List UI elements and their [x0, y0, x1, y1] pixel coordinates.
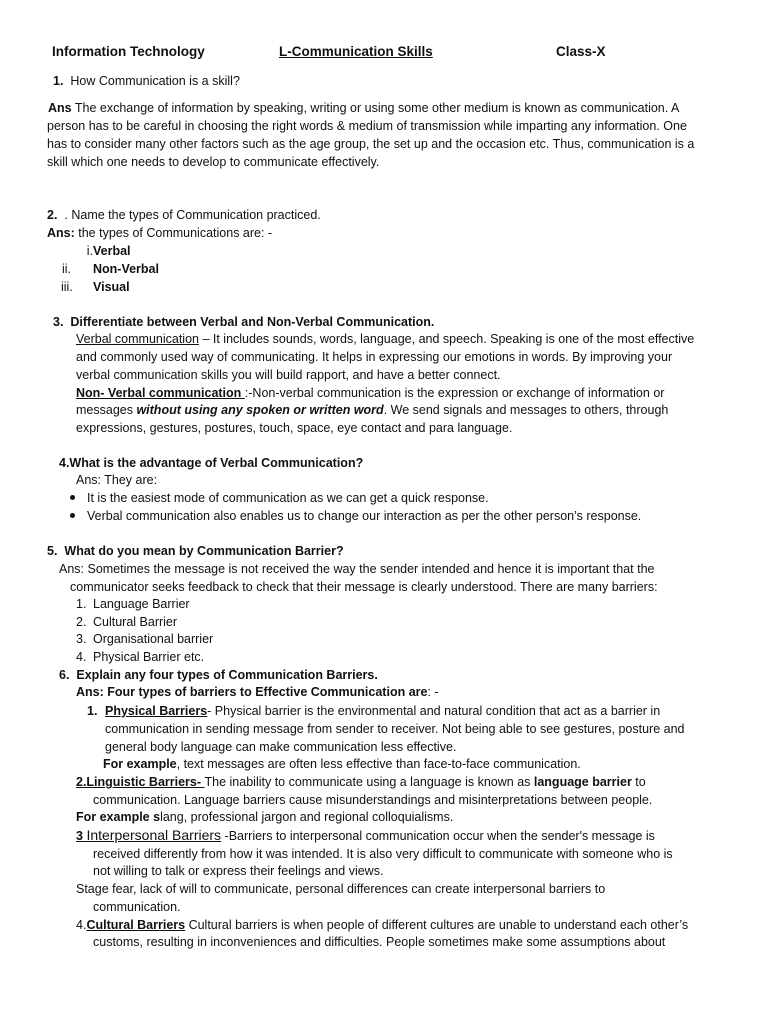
verbal-definition-line-3: verbal communication skills you will build rapport, and have a better connect.	[76, 368, 501, 382]
physical-barriers-term: Physical Barriers	[105, 704, 208, 718]
bullet-text: Verbal communication also enables us to change our interaction as per the other person’s response.	[87, 509, 642, 523]
list-number: 1.	[76, 597, 87, 611]
interpersonal-barrier-extra-1: Stage fear, lack of will to communicate, personal differences can create interpersonal barriers to	[76, 882, 606, 896]
question-2	[47, 206, 321, 224]
nonverbal-term: Non- Verbal communication	[76, 386, 245, 400]
list-number: 1.	[87, 704, 98, 718]
interpersonal-barrier-extra-2: communication.	[93, 900, 181, 914]
subject-heading: Information Technology	[52, 44, 205, 59]
definition-text: . We send signals and messages to others, through	[383, 403, 669, 417]
answer-text: The exchange of information by speaking, writing or using some other medium is known as communication. A	[71, 101, 680, 115]
interpersonal-barriers-term: Interpersonal Barriers	[86, 827, 222, 843]
list-item-text: Non-Verbal	[93, 262, 159, 276]
linguistic-barrier-example	[76, 808, 453, 826]
interpersonal-barrier-line-1	[76, 826, 655, 845]
question-text: How Communication is a skill?	[70, 74, 240, 88]
list-item-text: Visual	[93, 280, 130, 294]
ans-label: Ans	[48, 101, 72, 115]
bullet-text: It is the easiest mode of communication as we can get a quick response.	[87, 491, 489, 505]
definition-text: The inability to communicate using a language is known as	[204, 775, 534, 789]
answer-text-tail: : -	[427, 685, 439, 699]
definition-text: – It includes sounds, words, language, and speech. Speaking is one of the most effective	[198, 332, 695, 346]
bullet-item	[87, 507, 641, 525]
definition-text: :-Non-verbal communication is the expression or exchange of information or	[244, 386, 665, 400]
question-4: 4.What is the advantage of Verbal Communication?	[59, 456, 364, 470]
linguistic-barrier-line-1	[76, 773, 646, 791]
physical-barrier-line-1	[105, 702, 660, 720]
answer-5-line-2: communicator seeks feedback to check that their message is clearly understood. There are many barriers:	[70, 580, 658, 594]
list-number: 3.	[76, 632, 87, 646]
page-title: L-Communication Skills	[279, 44, 433, 59]
example-label: For example s	[76, 810, 161, 824]
physical-barrier-line-2: communication in sending message from sender to receiver. Not being able to see gestures, posture and	[105, 722, 685, 736]
verbal-definition-line-2: and commonly used way of communicating. It helps in expressing our emotions in words. By improving your	[76, 350, 673, 364]
definition-text: Cultural barriers is when people of different cultures are unable to understand each other’s	[185, 918, 689, 932]
physical-barrier-line-3: general body language can make communication less effective.	[105, 740, 457, 754]
list-number: i.	[86, 244, 93, 258]
list-item-text: Physical Barrier etc.	[93, 650, 205, 664]
list-number: 2.	[76, 615, 87, 629]
answer-1-line-1	[48, 99, 679, 117]
cultural-barrier-line-2: customs, resulting in inconveniences and difficulties. People sometimes make some assumptions about	[93, 935, 666, 949]
answer-6-intro	[76, 683, 439, 701]
interpersonal-barrier-line-2: received differently from how it was intended. It is also very difficult to communicate with someone who is	[93, 847, 673, 861]
class-label: Class-X	[556, 44, 606, 59]
definition-text: to	[631, 775, 646, 789]
list-item-text: Cultural Barrier	[93, 615, 178, 629]
answer-1-line-3: has to consider many other factors such as the age group, the set up and the occasion etc. Thus, communication is a	[47, 137, 695, 151]
emphasis-text: without using any spoken or written word	[136, 403, 384, 417]
example-text: , text messages are often less effective than face-to-face communication.	[176, 757, 581, 771]
definition-text: -Barriers to interpersonal communication occur when the sender's message is	[221, 829, 655, 843]
question-number: 3.	[53, 315, 64, 329]
question-6	[59, 666, 378, 684]
list-number: iii.	[61, 280, 73, 294]
answer-text: Ans: Four types of barriers to Effective Communication are	[76, 685, 428, 699]
answer-1-line-4: skill which one needs to develop to communicate effectively.	[47, 155, 380, 169]
definition-text: messages	[76, 403, 137, 417]
list-item-text: Language Barrier	[93, 597, 190, 611]
list-number: 4.	[76, 650, 87, 664]
question-text: What do you mean by Communication Barrier?	[64, 544, 344, 558]
definition-text: - Physical barrier is the environmental and natural condition that act as a barrier in	[207, 704, 661, 718]
answer-text: the types of Communications are: -	[74, 226, 273, 240]
question-text: Differentiate between Verbal and Non-Verbal Communication.	[70, 315, 435, 329]
interpersonal-barrier-line-3: not willing to talk or express their feelings and views.	[93, 864, 384, 878]
question-number: 2.	[47, 208, 58, 222]
cultural-barrier-line-1	[76, 916, 688, 934]
question-text: . Name the types of Communication practiced.	[60, 208, 321, 222]
example-label: For example	[103, 757, 177, 771]
list-number: 3	[76, 829, 87, 843]
nonverbal-definition-line-3: expressions, gestures, postures, touch, space, eye contact and para language.	[76, 421, 513, 435]
answer-1-line-2: person has to be careful in choosing the right words & medium of transmission while imparting any information. One	[47, 119, 687, 133]
verbal-definition-line-1	[76, 330, 694, 348]
nonverbal-definition-line-1	[76, 384, 664, 402]
physical-barrier-example	[103, 755, 581, 773]
ans-label: Ans:	[47, 226, 75, 240]
list-item	[67, 242, 93, 260]
answer-2	[47, 224, 272, 242]
verbal-term: Verbal communication	[76, 332, 199, 346]
nonverbal-definition-line-2	[76, 401, 668, 419]
list-number: 4.	[76, 918, 87, 932]
question-5	[47, 542, 344, 560]
question-number: 6.	[59, 668, 70, 682]
list-item-text: Organisational barrier	[93, 632, 214, 646]
linguistic-barriers-term: 2.Linguistic Barriers-	[76, 775, 205, 789]
list-number: ii.	[62, 262, 72, 276]
answer-4: Ans: They are:	[76, 473, 158, 487]
question-number: 1.	[53, 74, 64, 88]
example-text: lang, professional jargon and regional colloquialisms.	[160, 810, 454, 824]
answer-5-line-1: Ans: Sometimes the message is not received the way the sender intended and hence it is important that the	[59, 562, 655, 576]
list-item-text: Verbal	[93, 244, 131, 258]
question-number: 5.	[47, 544, 58, 558]
cultural-barriers-term: Cultural Barriers	[86, 918, 186, 932]
question-text: Explain any four types of Communication Barriers.	[76, 668, 378, 682]
question-3	[53, 313, 434, 331]
question-1	[53, 72, 240, 90]
bullet-icon	[70, 513, 75, 518]
bullet-icon	[70, 495, 75, 500]
emphasis-text: language barrier	[533, 775, 632, 789]
bullet-item	[87, 489, 489, 507]
linguistic-barrier-line-2: communication. Language barriers cause misunderstandings and misinterpretations between people.	[93, 793, 653, 807]
